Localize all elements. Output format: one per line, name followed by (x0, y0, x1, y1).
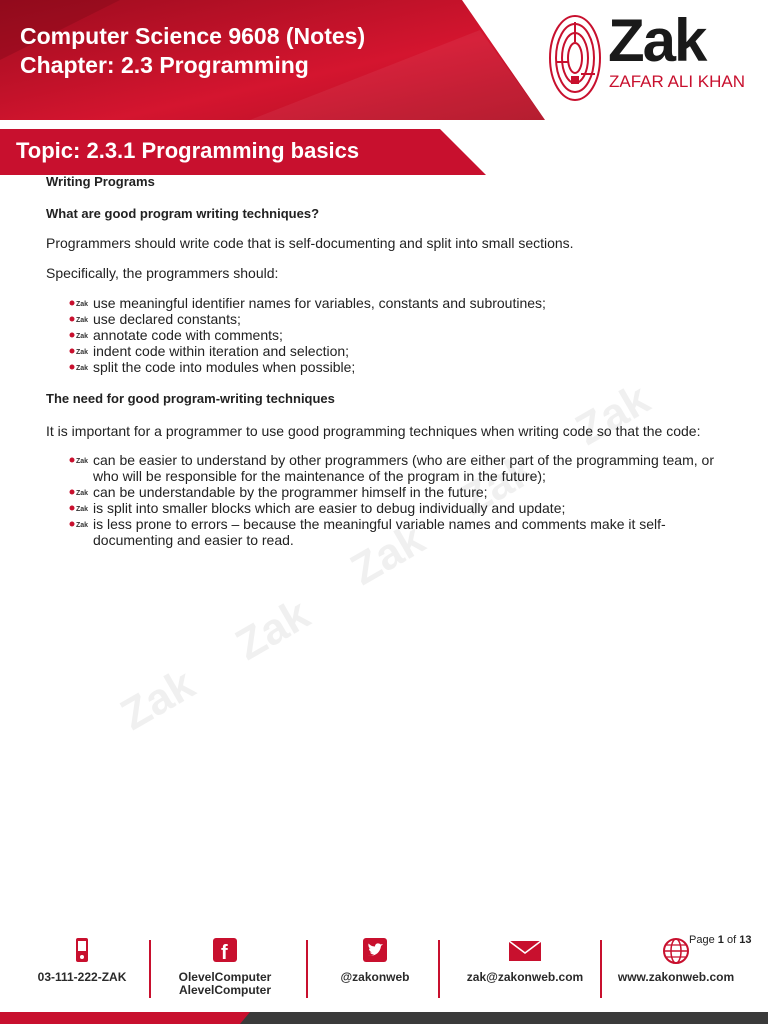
section-heading: The need for good program-writing techniques (46, 391, 335, 406)
list-item: Zak is split into smaller blocks which are easier to debug individually and update; (69, 500, 722, 516)
paragraph: Programmers should write code that is self-documenting and split into small sections. (46, 235, 574, 251)
footer-divider (149, 940, 151, 998)
watermark-logo: Zak (227, 589, 318, 670)
watermark-logo: Zak (342, 514, 433, 595)
list-item: Zak use meaningful identifier names for variables, constants and subroutines; (69, 295, 722, 311)
document-body (46, 174, 722, 548)
page-header (0, 0, 768, 120)
zak-bullet-icon (69, 487, 89, 497)
zak-bullet-icon (69, 362, 89, 372)
fingerprint-icon (547, 12, 605, 104)
zak-bullet-icon (69, 519, 89, 529)
zak-bullet-icon (69, 503, 89, 513)
footer-bottom-bar (0, 1012, 768, 1024)
watermark-logo: Zak (567, 374, 658, 455)
footer-facebook[interactable]: f OlevelComputer AlevelComputer (160, 937, 290, 997)
list-item: Zak can be understandable by the programmer himself in the future; (69, 484, 722, 500)
logo-subtitle: ZAFAR ALI KHAN (609, 72, 746, 91)
course-title: Computer Science 9608 (Notes) (20, 23, 366, 49)
zak-bullet-icon (69, 298, 89, 308)
list-item: Zak use declared constants; (69, 311, 722, 327)
logo-wordmark: Zak (608, 7, 706, 74)
techniques-list (46, 295, 722, 375)
svg-text:f: f (221, 942, 228, 964)
section-heading: What are good program writing techniques? (46, 206, 320, 221)
benefits-list (46, 452, 722, 548)
list-item: Zak split the code into modules when possible; (69, 359, 722, 375)
watermark-logo: Zak (112, 659, 203, 740)
footer-divider (438, 940, 440, 998)
svg-text:Zak: Zak (76, 365, 89, 372)
topic-title: Topic: 2.3.1 Programming basics (16, 138, 360, 163)
page-number: Page 1 of 13 (689, 934, 752, 946)
footer-website[interactable]: www.zakonweb.com (606, 937, 746, 984)
footer-phone: 03-111-222-ZAK (22, 937, 142, 984)
svg-text:Zak: Zak (76, 490, 89, 497)
footer-twitter[interactable]: @zakonweb (318, 937, 432, 984)
paragraph: Specifically, the programmers should: (46, 265, 279, 281)
svg-text:Zak: Zak (76, 301, 89, 308)
zak-bullet-icon (69, 330, 89, 340)
zak-bullet-icon (69, 455, 89, 465)
email-icon (509, 937, 541, 965)
list-item: Zak annotate code with comments; (69, 327, 722, 343)
globe-icon (660, 937, 692, 965)
list-item: Zak is less prone to errors – because the meaningful variable names and comments make it self-documenting and easier to read. (69, 516, 722, 548)
svg-text:Zak: Zak (76, 333, 89, 340)
paragraph: It is important for a programmer to use good programming techniques when writing code so that the code: (46, 423, 701, 439)
svg-text:Zak: Zak (76, 506, 89, 513)
section-heading: Writing Programs (46, 174, 155, 189)
zak-bullet-icon (69, 314, 89, 324)
phone-icon (66, 937, 98, 965)
zak-logo (545, 7, 760, 110)
watermark-logo: Zak (452, 444, 543, 525)
footer-divider (600, 940, 602, 998)
svg-text:Zak: Zak (76, 317, 89, 324)
twitter-icon (359, 937, 391, 965)
document-title (20, 22, 365, 80)
footer-email[interactable]: zak@zakonweb.com (452, 937, 598, 984)
chapter-title: Chapter: 2.3 Programming (20, 52, 309, 78)
list-item: Zak indent code within iteration and selection; (69, 343, 722, 359)
svg-text:Zak: Zak (76, 522, 89, 529)
svg-text:Zak: Zak (76, 458, 89, 465)
svg-text:Zak: Zak (76, 349, 89, 356)
topic-banner (0, 129, 490, 175)
facebook-icon (209, 937, 241, 965)
zak-bullet-icon (69, 346, 89, 356)
footer-divider (306, 940, 308, 998)
list-item: Zak can be easier to understand by other programmers (who are either part of the programming team, or who will be responsible for the maintenance of the program in the future); (69, 452, 722, 484)
